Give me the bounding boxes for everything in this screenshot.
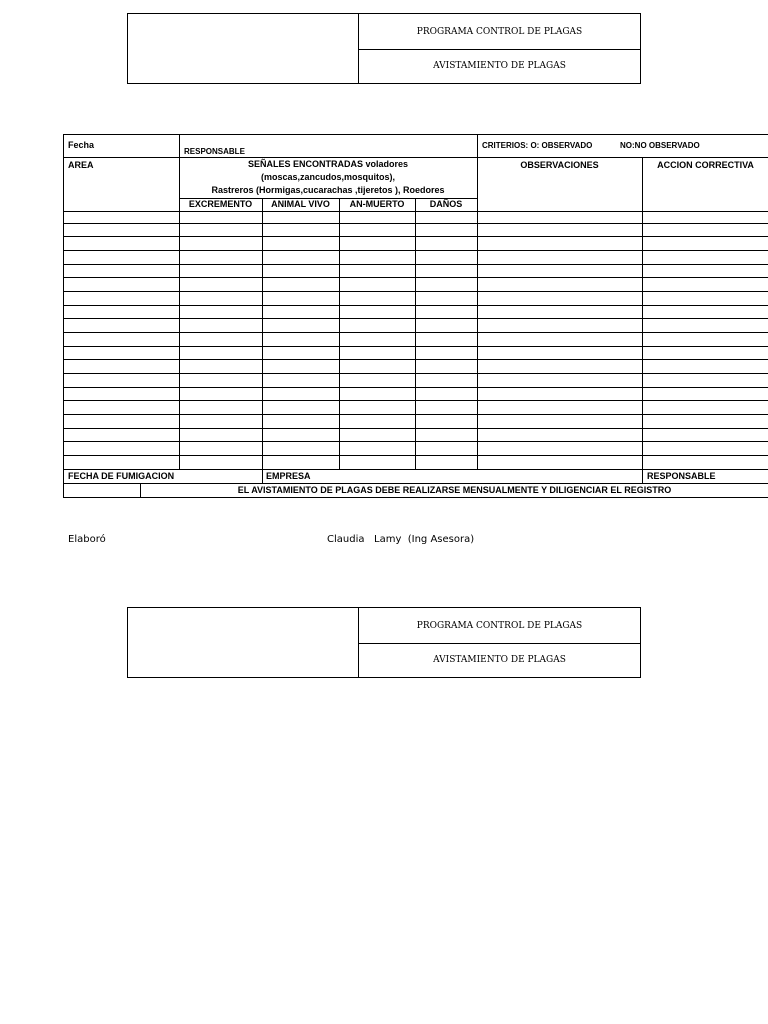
an-muerto-header: AN-MUERTO <box>349 199 405 209</box>
author-name: Claudia Lamy (Ing Asesora) <box>327 534 475 545</box>
document-header-2 <box>127 607 641 678</box>
monthly-note: EL AVISTAMIENTO DE PLAGAS DEBE REALIZARSE MENSUALMENTE Y DILIGENCIAR EL REGISTRO <box>237 485 672 495</box>
criterios-label: CRITERIOS: O: OBSERVADO <box>482 141 593 150</box>
fecha-fumigacion-label: FECHA DE FUMIGACION <box>68 471 175 481</box>
danos-header: DAÑOS <box>429 199 463 209</box>
responsable-label: RESPONSABLE <box>184 147 245 156</box>
document-header <box>127 13 641 84</box>
fecha-label: Fecha <box>68 140 95 150</box>
observaciones-header: OBSERVACIONES <box>520 160 599 170</box>
empresa-label: EMPRESA <box>266 471 311 481</box>
logo-placeholder <box>128 14 359 83</box>
logo-placeholder-2 <box>128 608 359 677</box>
responsable-footer-label: RESPONSABLE <box>647 471 716 481</box>
animal-vivo-header: ANIMAL VIVO <box>271 199 330 209</box>
senales-line3: Rastreros (Hormigas,cucarachas ,tijeretos ), Roedores <box>211 185 445 195</box>
form-subtitle: AVISTAMIENTO DE PLAGAS <box>433 61 566 71</box>
accion-correctiva-header: ACCION CORRECTIVA <box>657 160 754 170</box>
no-observado-label: NO:NO OBSERVADO <box>620 141 700 150</box>
pest-sighting-table <box>63 134 768 498</box>
form-subtitle-2: AVISTAMIENTO DE PLAGAS <box>433 655 566 665</box>
excremento-header: EXCREMENTO <box>188 199 253 209</box>
senales-line1: SEÑALES ENCONTRADAS voladores <box>247 159 409 169</box>
senales-line2: (moscas,zancudos,mosquitos), <box>260 172 396 182</box>
elaboro-label: Elaboró <box>68 534 106 545</box>
program-title-2: PROGRAMA CONTROL DE PLAGAS <box>359 608 640 644</box>
area-label: AREA <box>68 160 94 170</box>
program-title: PROGRAMA CONTROL DE PLAGAS <box>359 14 640 50</box>
